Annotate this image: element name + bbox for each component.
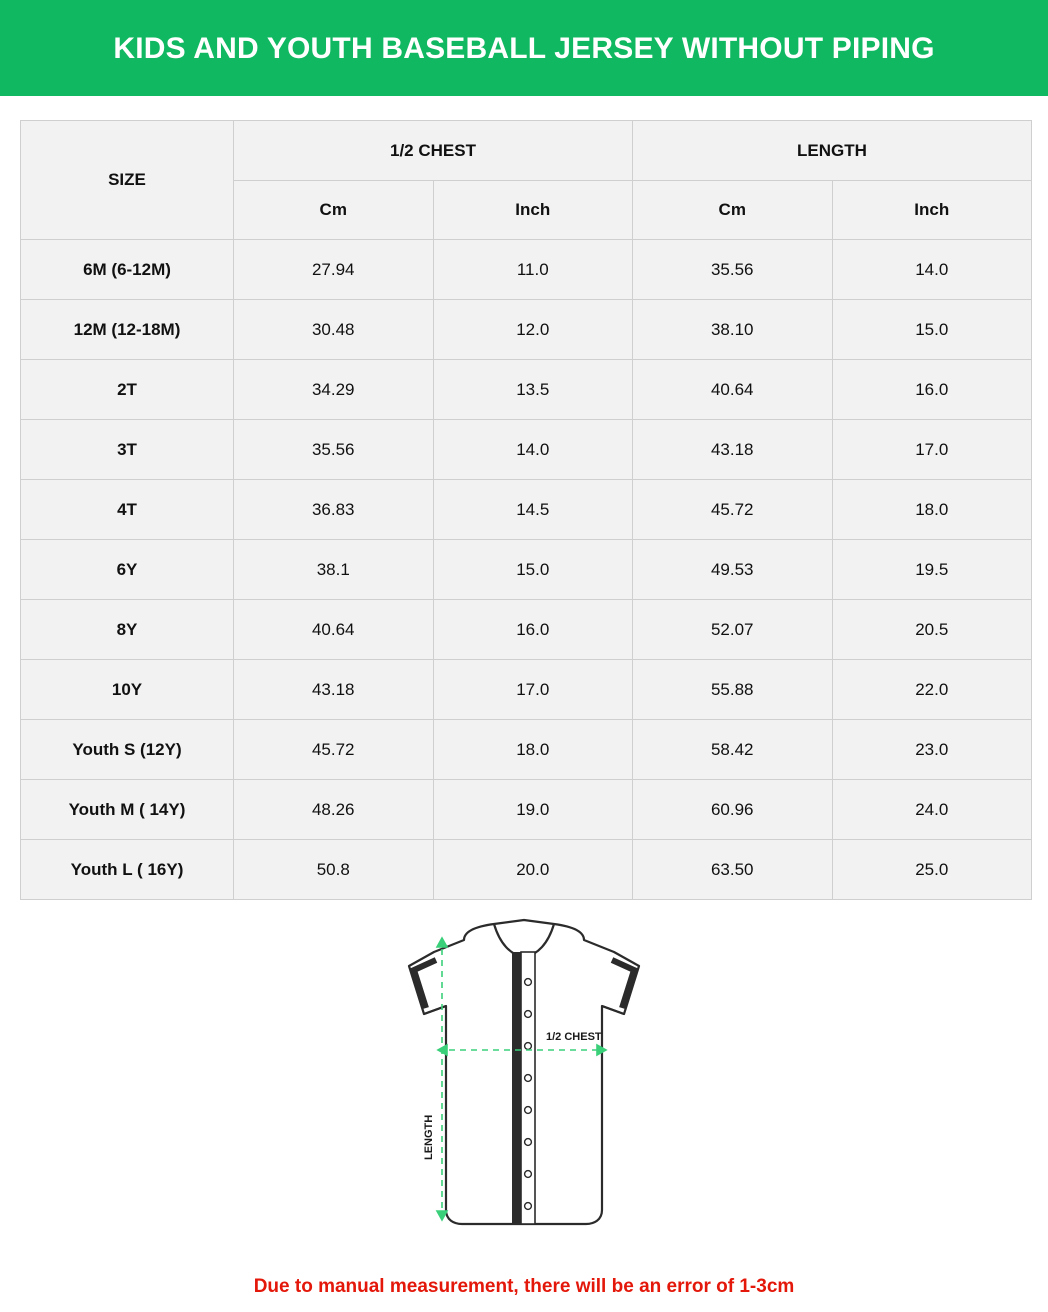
cell-length-cm: 60.96 xyxy=(633,780,833,840)
cell-length-cm: 38.10 xyxy=(633,300,833,360)
cell-chest-inch: 14.0 xyxy=(433,420,633,480)
table-row xyxy=(21,360,1032,420)
cell-size: 6Y xyxy=(21,540,234,600)
cell-length-inch: 25.0 xyxy=(832,840,1032,900)
column-header-length: LENGTH xyxy=(633,121,1032,181)
unit-chest-inch: Inch xyxy=(433,181,633,240)
cell-chest-inch: 13.5 xyxy=(433,360,633,420)
cell-length-cm: 35.56 xyxy=(633,240,833,300)
cell-chest-inch: 18.0 xyxy=(433,720,633,780)
cell-chest-inch: 12.0 xyxy=(433,300,633,360)
cell-length-inch: 19.5 xyxy=(832,540,1032,600)
cell-length-cm: 43.18 xyxy=(633,420,833,480)
cell-length-cm: 55.88 xyxy=(633,660,833,720)
cell-chest-inch: 20.0 xyxy=(433,840,633,900)
cell-size: 12M (12-18M) xyxy=(21,300,234,360)
table-row xyxy=(21,780,1032,840)
cell-size: 2T xyxy=(21,360,234,420)
cell-chest-inch: 16.0 xyxy=(433,600,633,660)
cell-chest-cm: 27.94 xyxy=(234,240,434,300)
cell-chest-inch: 14.5 xyxy=(433,480,633,540)
column-header-chest: 1/2 CHEST xyxy=(234,121,633,181)
cell-chest-inch: 17.0 xyxy=(433,660,633,720)
cell-length-inch: 20.5 xyxy=(832,600,1032,660)
cell-chest-cm: 43.18 xyxy=(234,660,434,720)
cell-chest-inch: 19.0 xyxy=(433,780,633,840)
size-table-container xyxy=(0,96,1048,900)
table-row xyxy=(21,420,1032,480)
table-row xyxy=(21,600,1032,660)
cell-length-cm: 52.07 xyxy=(633,600,833,660)
cell-length-cm: 58.42 xyxy=(633,720,833,780)
cell-size: Youth L ( 16Y) xyxy=(21,840,234,900)
cell-size: Youth S (12Y) xyxy=(21,720,234,780)
length-measure-label: LENGTH xyxy=(423,1114,435,1160)
cell-size: 6M (6-12M) xyxy=(21,240,234,300)
cell-chest-cm: 35.56 xyxy=(234,420,434,480)
table-group-header-row xyxy=(21,121,1032,181)
table-row xyxy=(21,480,1032,540)
header-banner xyxy=(0,0,1048,96)
column-header-size: SIZE xyxy=(21,121,234,240)
jersey-diagram-area xyxy=(0,910,1048,1276)
cell-size: 4T xyxy=(21,480,234,540)
cell-chest-cm: 36.83 xyxy=(234,480,434,540)
cell-chest-cm: 34.29 xyxy=(234,360,434,420)
cell-chest-cm: 50.8 xyxy=(234,840,434,900)
cell-length-inch: 17.0 xyxy=(832,420,1032,480)
table-head xyxy=(21,121,1032,240)
unit-length-cm: Cm xyxy=(633,181,833,240)
cell-size: Youth M ( 14Y) xyxy=(21,780,234,840)
cell-length-cm: 49.53 xyxy=(633,540,833,600)
page-title: KIDS AND YOUTH BASEBALL JERSEY WITHOUT PIPING xyxy=(113,31,935,65)
cell-length-inch: 14.0 xyxy=(832,240,1032,300)
cell-chest-inch: 11.0 xyxy=(433,240,633,300)
cell-length-inch: 22.0 xyxy=(832,660,1032,720)
table-row xyxy=(21,540,1032,600)
cell-length-inch: 18.0 xyxy=(832,480,1032,540)
table-body xyxy=(21,240,1032,900)
cell-chest-inch: 15.0 xyxy=(433,540,633,600)
unit-chest-cm: Cm xyxy=(234,181,434,240)
cell-length-cm: 63.50 xyxy=(633,840,833,900)
cell-chest-cm: 30.48 xyxy=(234,300,434,360)
table-row xyxy=(21,300,1032,360)
table-row xyxy=(21,840,1032,900)
cell-length-cm: 40.64 xyxy=(633,360,833,420)
unit-length-inch: Inch xyxy=(832,181,1032,240)
cell-length-inch: 15.0 xyxy=(832,300,1032,360)
cell-length-cm: 45.72 xyxy=(633,480,833,540)
cell-length-inch: 23.0 xyxy=(832,720,1032,780)
table-row xyxy=(21,660,1032,720)
cell-chest-cm: 38.1 xyxy=(234,540,434,600)
jersey-holder xyxy=(0,910,1048,1240)
measurement-note: Due to manual measurement, there will be an error of 1-3cm xyxy=(253,1276,795,1297)
cell-size: 8Y xyxy=(21,600,234,660)
cell-length-inch: 24.0 xyxy=(832,780,1032,840)
cell-size: 10Y xyxy=(21,660,234,720)
cell-chest-cm: 48.26 xyxy=(234,780,434,840)
chest-measure-label: 1/2 CHEST xyxy=(546,1031,602,1043)
size-table xyxy=(20,120,1032,900)
cell-chest-cm: 40.64 xyxy=(234,600,434,660)
cell-chest-cm: 45.72 xyxy=(234,720,434,780)
cell-size: 3T xyxy=(21,420,234,480)
table-row xyxy=(21,720,1032,780)
table-row xyxy=(21,240,1032,300)
jersey-illustration xyxy=(314,910,734,1240)
cell-length-inch: 16.0 xyxy=(832,360,1032,420)
